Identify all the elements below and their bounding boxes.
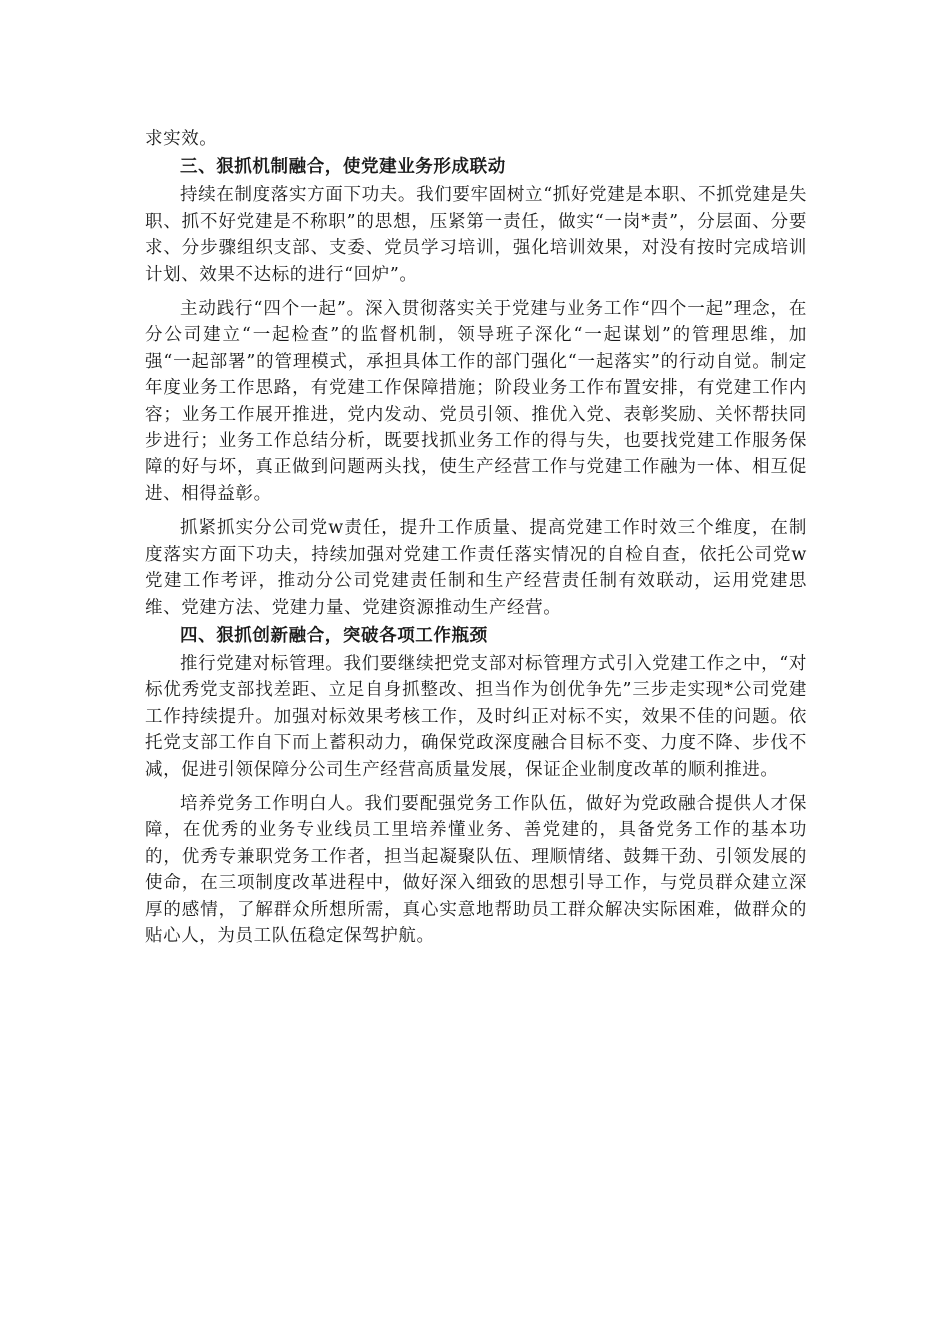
section-3-paragraph-3: 抓紧抓实分公司党w责任，提升工作质量、提高党建工作时效三个维度，在制度落实方面下功夫，持续加强对党建工作责任落实情况的自检自查，依托公司党w党建工作考评，推动分公司党建责任制和生产经营责任制有效联动，运用党建思维、党建方法、党建力量、党建资源推动生产经营。	[145, 518, 807, 618]
document-body	[145, 126, 807, 949]
section-3-paragraph-1: 持续在制度落实方面下功夫。我们要牢固树立“抓好党建是本职、不抓党建是失职、抓不好党建是不称职”的思想，压紧第一责任，做实“一岗*责”，分层面、分要求、分步骤组织支部、支委、党员学习培训，强化培训效果，对没有按时完成培训计划、效果不达标的进行“回炉”。	[145, 185, 807, 285]
section-3-heading: 三、狠抓机制融合，使党建业务形成联动	[180, 157, 506, 178]
section-4-paragraph-2: 培养党务工作明白人。我们要配强党务工作队伍，做好为党政融合提供人才保障，在优秀的业务专业线员工里培养懂业务、善党建的，具备党务工作的基本功的，优秀专兼职党务工作者，担当起凝聚队伍、理顺情绪、鼓舞干劲、引领发展的使命，在三项制度改革进程中，做好深入细致的思想引导工作，与党员群众建立深厚的感情，了解群众所想所需，真心实意地帮助员工群众解决实际困难，做群众的贴心人，为员工队伍稳定保驾护航。	[145, 793, 807, 946]
lead-fragment: 求实效。	[145, 129, 218, 149]
section-3-paragraph-2: 主动践行“四个一起”。深入贯彻落实关于党建与业务工作“四个一起”理念，在分公司建立“一起检查”的监督机制，领导班子深化“一起谋划”的管理思维，加强“一起部署”的管理模式，承担具体工作的部门强化“一起落实”的行动自觉。制定年度业务工作思路，有党建工作保障措施；阶段业务工作布置安排，有党建工作内容；业务工作展开推进，党内发动、党员引领、推优入党、表彰奖励、关怀帮扶同步进行；业务工作总结分析，既要找抓业务工作的得与失，也要找党建工作服务保障的好与坏，真正做到问题两头找，使生产经营工作与党建工作融为一体、相互促进、相得益彰。	[145, 299, 807, 504]
section-4-heading: 四、狠抓创新融合，突破各项工作瓶颈	[180, 625, 488, 646]
section-4-paragraph-1: 推行党建对标管理。我们要继续把党支部对标管理方式引入党建工作之中，“对标优秀党支部找差距、立足自身抓整改、担当作为创优争先”三步走实现*公司党建工作持续提升。加强对标效果考核工作，及时纠正对标不实，效果不佳的问题。依托党支部工作自下而上蓄积动力，确保党政深度融合目标不变、力度不降、步伐不减，促进引领保障分公司生产经营高质量发展，保证企业制度改革的顺利推进。	[145, 653, 807, 780]
